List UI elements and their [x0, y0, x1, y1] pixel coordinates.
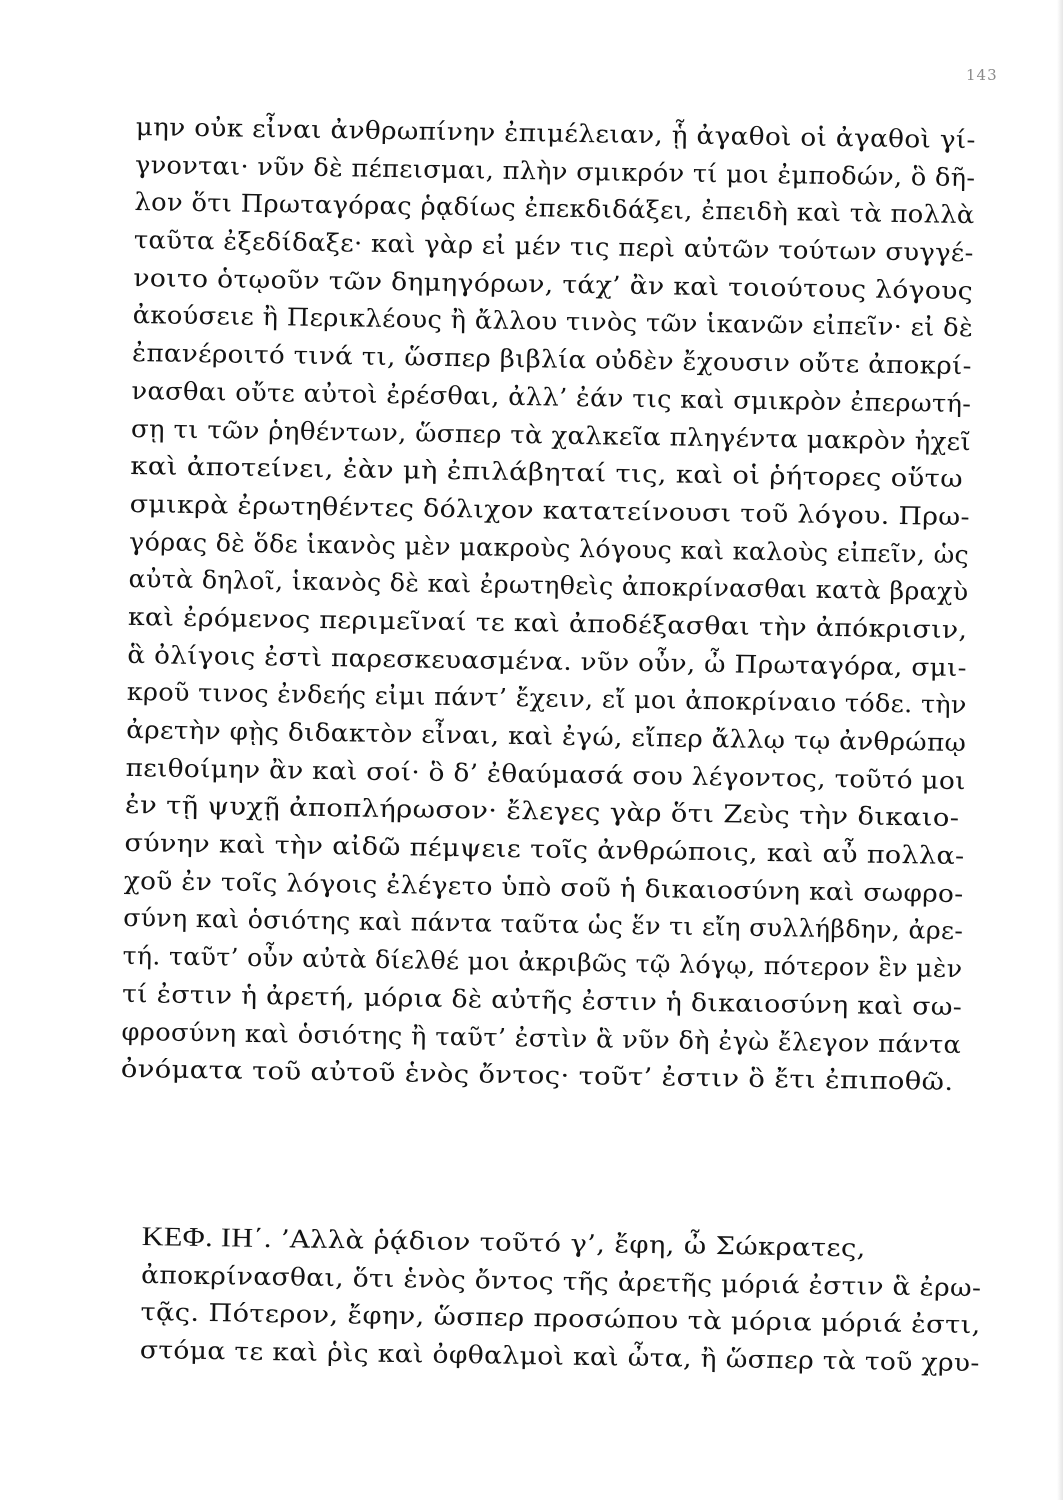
paragraph-1: [121, 108, 976, 1101]
text-line: ἐν τῇ ψυχῇ ἀποπλήρωσον· ἔλεγες γὰρ ὅτι Ζεὺς τὴν δικαιο-: [124, 790, 960, 833]
text-line: ἀποκρίνασθαι, ὅτι ἑνὸς ὄντος τῆς ἀρετῆς μόριά ἐστιν ἃ ἐρω-: [140, 1259, 982, 1302]
text-line: σμικρὰ ἐρωτηθέντες δόλιχον κατατείνουσι τοῦ λόγου. Πρω-: [129, 488, 971, 532]
text-line: μην οὐκ εἶναι ἀνθρωπίνην ἐπιμέλειαν, ᾗ ἀγαθοὶ οἱ ἀγαθοὶ γί-: [135, 111, 976, 155]
page-edge: [1057, 0, 1063, 1500]
text-line: αὐτὰ δηλοῖ, ἱκανὸς δὲ καὶ ἐρωτηθεὶς ἀποκρίνασθαι κατὰ βραχὺ: [128, 564, 969, 607]
text-line: σῃ τι τῶν ῥηθέντων, ὥσπερ τὰ χαλκεῖα πληγέντα μακρὸν ἠχεῖ: [130, 413, 972, 456]
text-line: τή. ταῦτ’ οὖν αὐτὰ δίελθέ μοι ἀκριβῶς τῷ λόγῳ, πότερον ἓν μὲν: [122, 941, 963, 984]
text-line: ἐπανέροιτό τινά τι, ὥσπερ βιβλία οὐδὲν ἔχουσιν οὔτε ἀποκρί-: [131, 338, 972, 381]
text-line: λον ὅτι Πρωταγόρας ῥᾳδίως ἐπεκδιδάξει, ἐπειδὴ καὶ τὰ πολλὰ: [134, 187, 975, 230]
text-line: κροῦ τινος ἐνδεής εἰμι πάντ’ ἔχειν, εἴ μοι ἀποκρίναιο τόδε. τὴν: [126, 677, 967, 720]
text-line: σύνη καὶ ὁσιότης καὶ πάντα ταῦτα ὡς ἕν τι εἴη συλλήβδην, ἀρε-: [123, 903, 964, 946]
text-line: πειθοίμην ἂν καὶ σοί· ὃ δ’ ἐθαύμασά σου λέγοντος, τοῦτό μοι: [125, 752, 966, 795]
text-line: γνονται· νῦν δὲ πέπεισμαι, πλὴν σμικρόν τί μοι ἐμποδών, ὃ δῆ-: [134, 149, 976, 192]
text-line-first-rest: ’Αλλὰ ῥᾴδιον τοῦτό γ’, ἔφη, ὦ Σώκρατες,: [280, 1224, 866, 1263]
text-line: χοῦ ἐν τοῖς λόγοις ἐλέγετο ὑπὸ σοῦ ἡ δικαιοσύνη καὶ σωφρο-: [123, 865, 964, 908]
paragraph-2: [140, 1218, 982, 1382]
text-line: νοιτο ὁτῳοῦν τῶν δημηγόρων, τάχ’ ἂν καὶ τοιούτους λόγους: [133, 262, 974, 305]
text-line: σύνην καὶ τὴν αἰδῶ πέμψειε τοῖς ἀνθρώποις, καὶ αὖ πολλα-: [124, 827, 965, 871]
text-line: καὶ ἐρόμενος περιμεῖναί τε καὶ ἀποδέξασθαι τὴν ἀπόκρισιν,: [127, 601, 968, 645]
page-number: 143: [966, 66, 998, 84]
text-line: φροσύνη καὶ ὁσιότης ἢ ταῦτ’ ἐστὶν ἃ νῦν δὴ ἐγὼ ἔλεγον πάντα: [121, 1016, 962, 1059]
text-line: τᾷς. Πότερον, ἔφην, ὥσπερ προσώπου τὰ μόρια μόριά ἐστι,: [140, 1297, 981, 1340]
text-line: ἃ ὀλίγοις ἐστὶ παρεσκευασμένα. νῦν οὖν, ὦ Πρωταγόρα, σμι-: [127, 639, 968, 682]
text-line: καὶ ἀποτείνει, ἐὰν μὴ ἐπιλάβηταί τις, καὶ οἱ ῥήτορες οὕτω: [130, 451, 964, 494]
chapter-heading: ΚΕΦ. ΙΗ΄.: [141, 1220, 273, 1254]
text-line: ἀρετὴν φῂς διδακτὸν εἶναι, καὶ ἐγώ, εἴπερ ἄλλῳ τῳ ἀνθρώπῳ: [126, 714, 967, 758]
text-line: νασθαι οὔτε αὐτοὶ ἐρέσθαι, ἀλλ’ ἐάν τις καὶ σμικρὸν ἐπερωτή-: [131, 375, 972, 418]
text-line: στόμα τε καὶ ῥὶς καὶ ὀφθαλμοὶ καὶ ὦτα, ἢ ὥσπερ τὰ τοῦ χρυ-: [139, 1335, 980, 1378]
text-line: ἀκούσειε ἢ Περικλέους ἢ ἄλλου τινὸς τῶν ἱκανῶν εἰπεῖν· εἰ δὲ: [132, 300, 974, 343]
text-line: τί ἐστιν ἡ ἀρετή, μόρια δὲ αὐτῆς ἐστιν ἡ δικαιοσύνη καὶ σω-: [121, 978, 963, 1021]
text-line: ταῦτα ἐξεδίδαξε· καὶ γὰρ εἰ μέν τις περὶ αὐτῶν τούτων συγγέ-: [133, 225, 974, 268]
text-line: ὀνόματα τοῦ αὐτοῦ ἑνὸς ὄντος· τοῦτ’ ἐστιν ὃ ἔτι ἐπιποθῶ.: [120, 1054, 954, 1097]
text-line: γόρας δὲ ὅδε ἱκανὸς μὲν μακροὺς λόγους καὶ καλοὺς εἰπεῖν, ὡς: [128, 526, 970, 569]
